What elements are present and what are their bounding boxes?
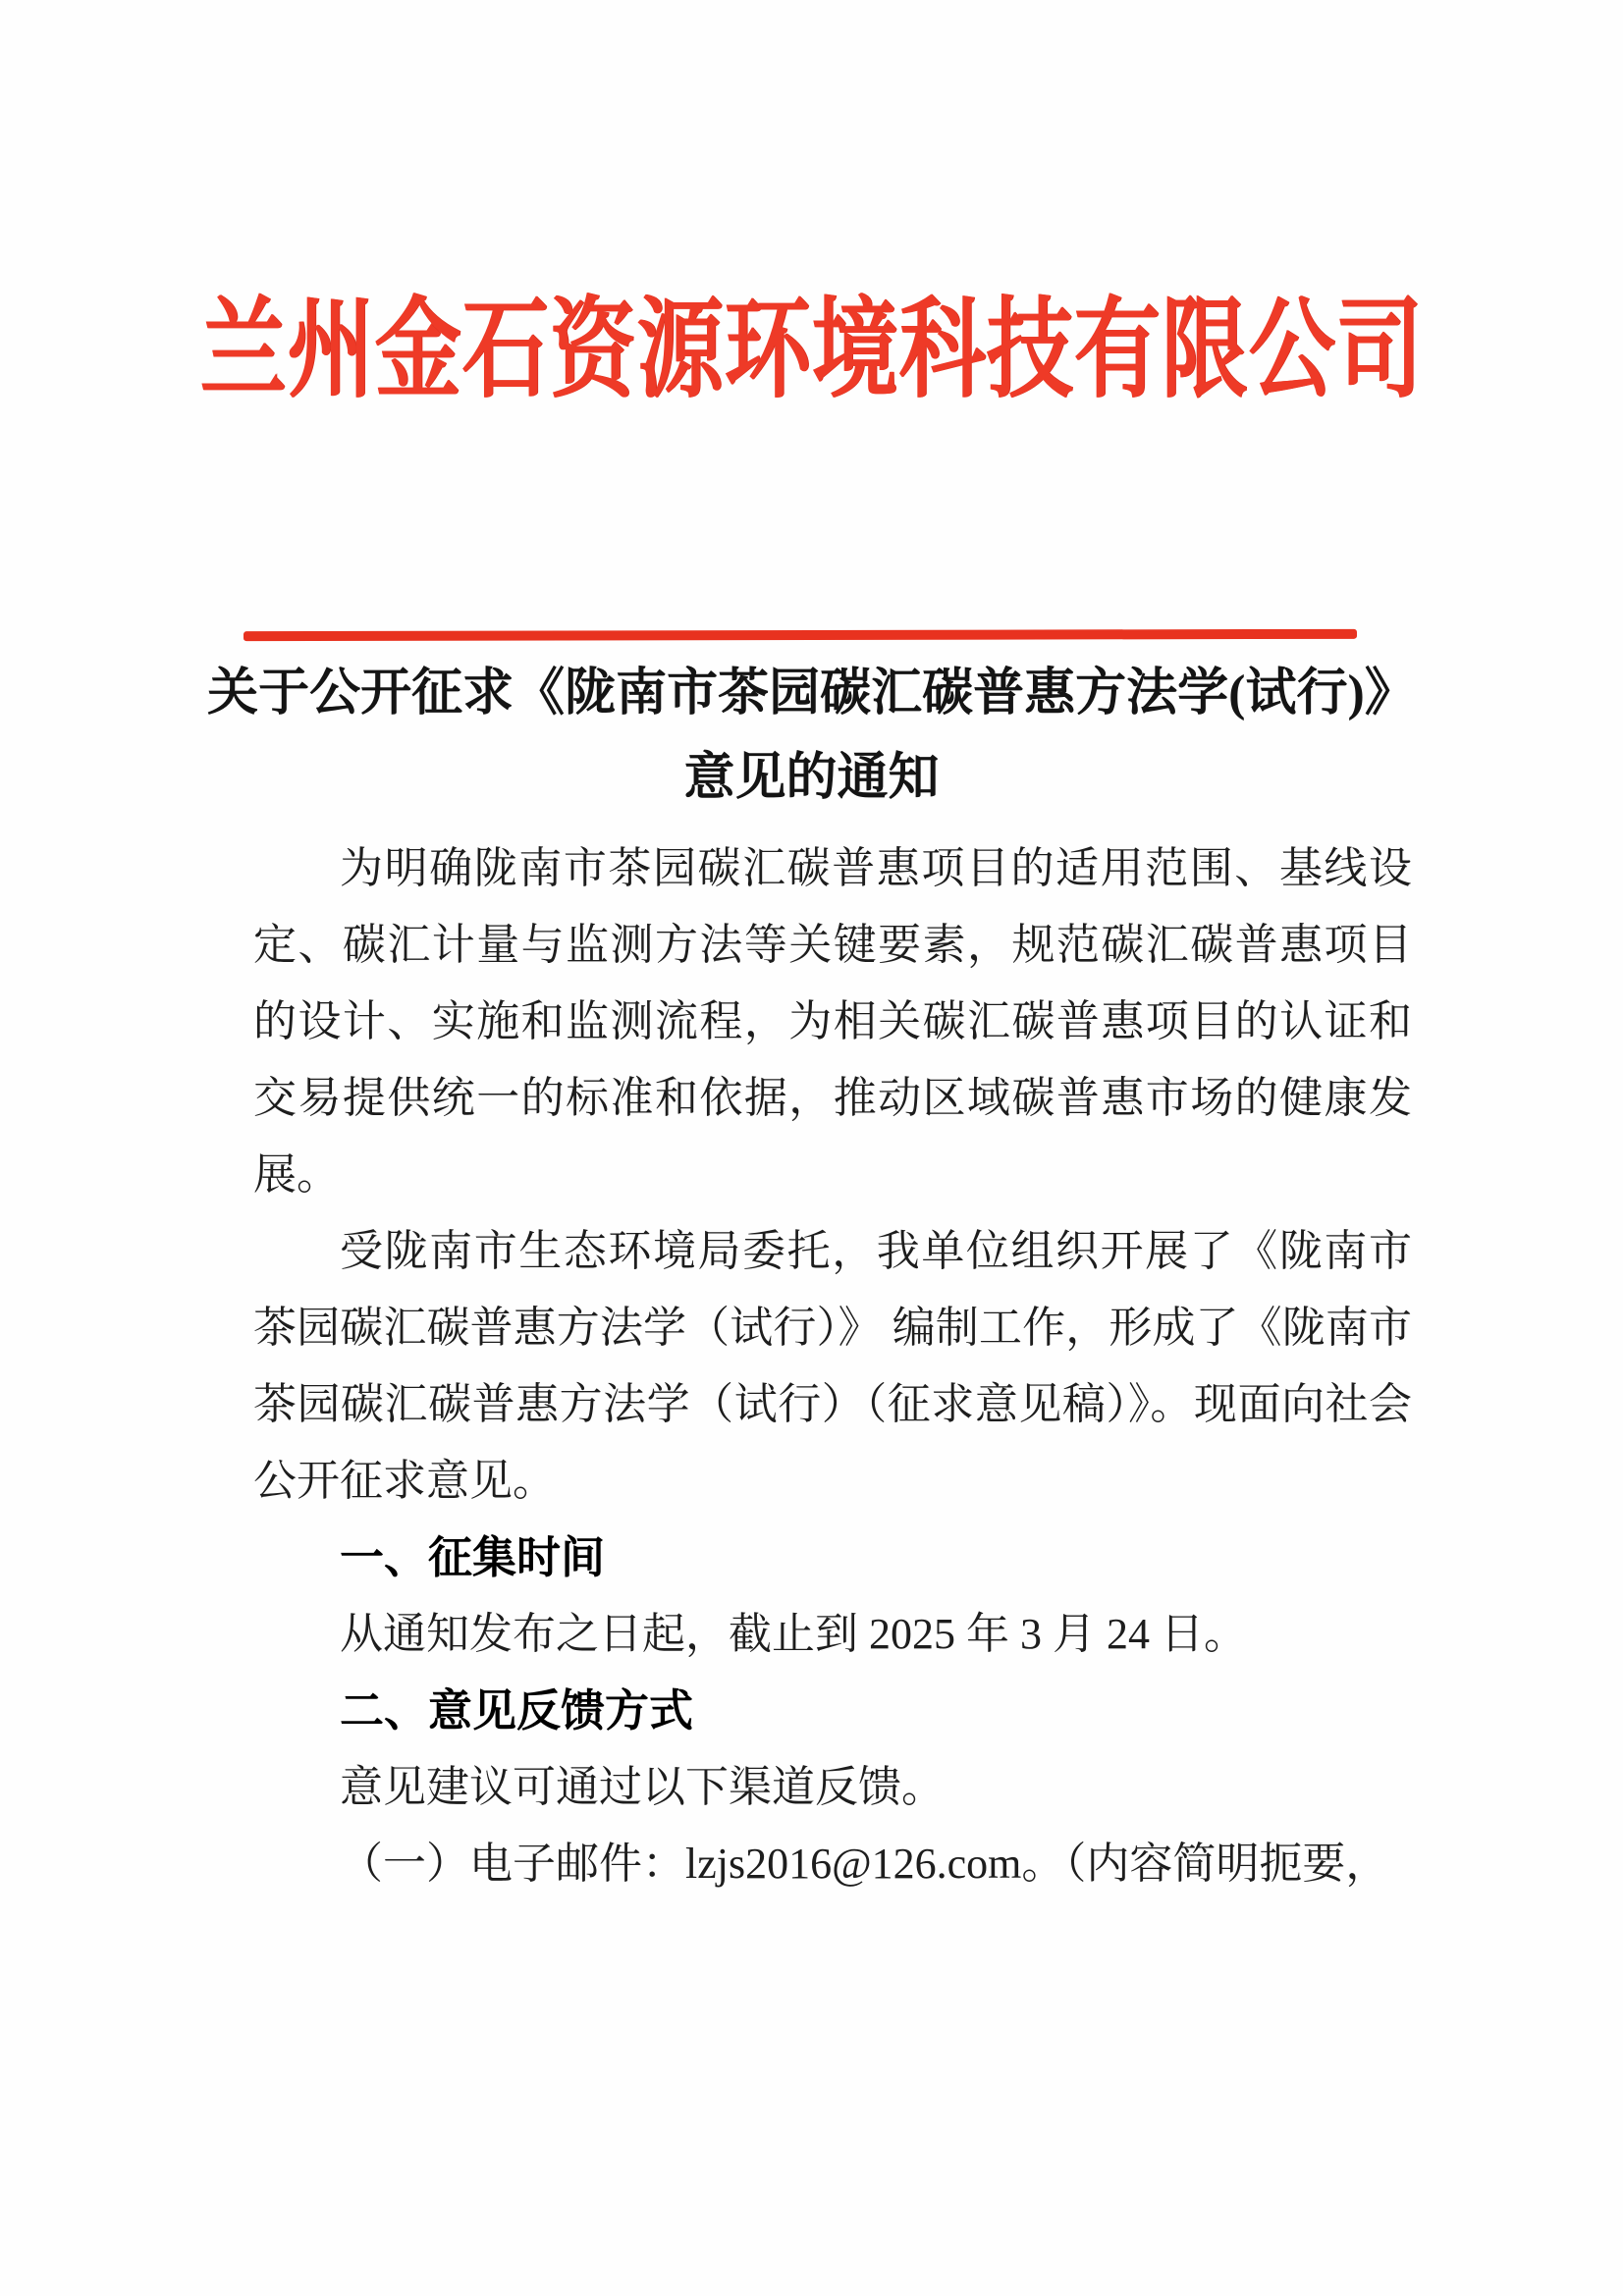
section-2-heading: 二、意见反馈方式 bbox=[340, 1685, 694, 1735]
section-2-email-item: （一）电子邮件：lzjs2016@126.com。（内容简明扼要， bbox=[340, 1840, 1389, 1888]
notice-body bbox=[253, 830, 1412, 1902]
notice-title bbox=[0, 652, 1623, 821]
paragraph-background: 受陇南市生态环境局委托，我单位组织开展了《陇南市茶园碳汇碳普惠方法学（试行）》 编制工作，形成了《陇南市茶园碳汇碳普惠方法学（试行）（征求意见稿）》。现面向社会公开征求意见。 bbox=[253, 1227, 1412, 1505]
section-2-intro: 意见建议可通过以下渠道反馈。 bbox=[340, 1763, 945, 1811]
section-1-heading: 一、征集时间 bbox=[340, 1532, 606, 1582]
paragraph-purpose: 为明确陇南市茶园碳汇碳普惠项目的适用范围、基线设定、碳汇计量与监测方法等关键要素，规范碳汇碳普惠项目的设计、实施和监测流程，为相关碳汇碳普惠项目的认证和交易提供统一的标准和依据，推动区域碳普惠市场的健康发展。 bbox=[253, 844, 1412, 1199]
section-1-deadline: 从通知发布之日起，截止到 2025 年 3 月 24 日。 bbox=[340, 1610, 1247, 1658]
notice-title-line1: 关于公开征求《陇南市茶园碳汇碳普惠方法学(试行)》 bbox=[207, 666, 1416, 721]
letterhead-divider-rule bbox=[243, 629, 1357, 641]
notice-title-line2: 意见的通知 bbox=[683, 750, 940, 806]
company-letterhead: 兰州金石资源环境科技有限公司 bbox=[199, 291, 1424, 412]
